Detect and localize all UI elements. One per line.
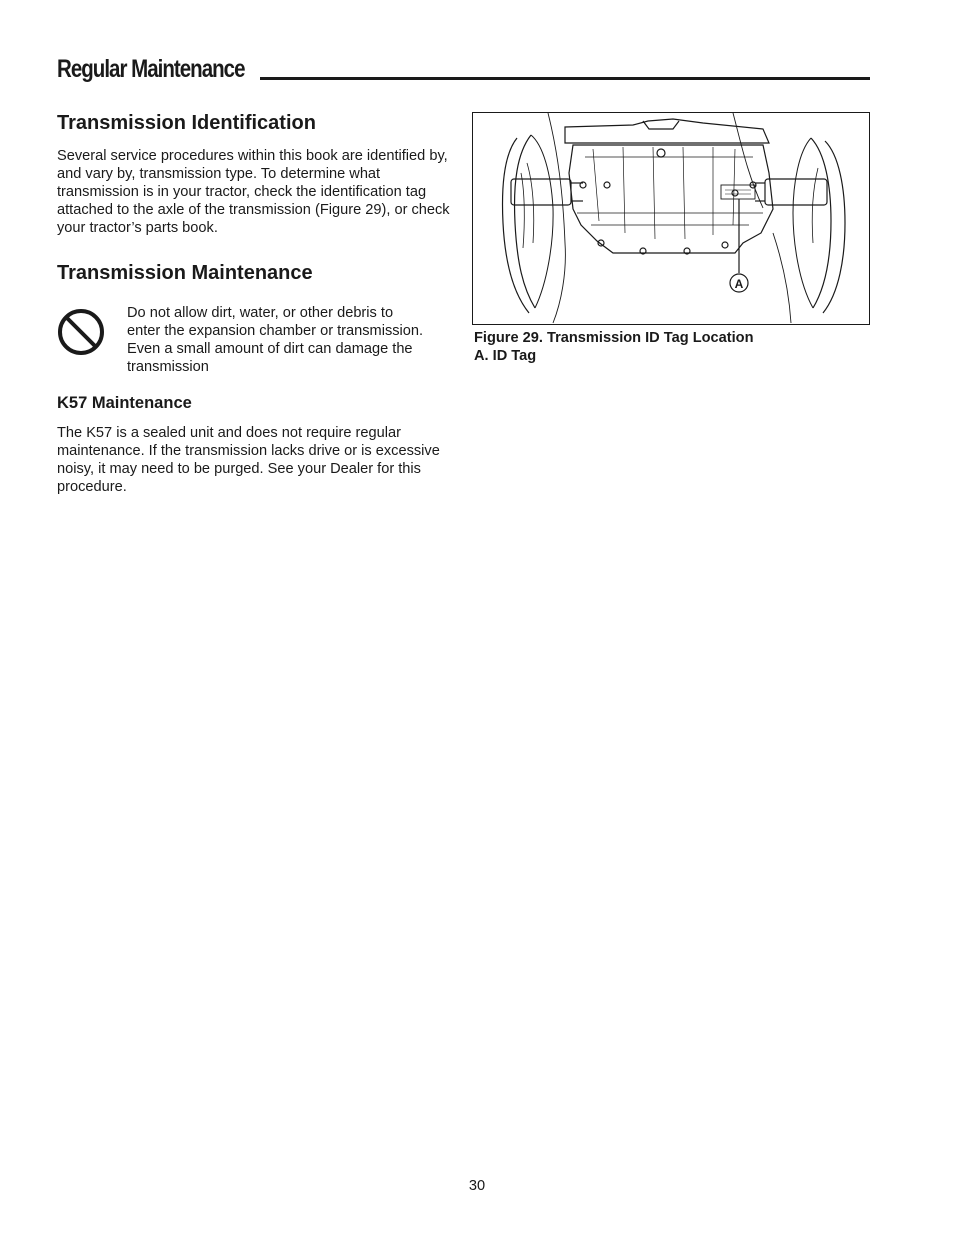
caption-line-2: A. ID Tag <box>474 348 537 364</box>
notice-text: Do not allow dirt, water, or other debris to enter the expansion chamber or transmission. Even a small amount of dirt can damage the transmission <box>127 305 424 375</box>
prohibition-icon <box>57 304 127 376</box>
identification-heading: Transmission Identification <box>57 112 316 134</box>
left-column <box>57 108 457 496</box>
header-rule <box>260 77 870 80</box>
k57-heading: K57 Maintenance <box>57 394 192 412</box>
maintenance-heading: Transmission Maintenance <box>57 262 313 284</box>
page-title: Regular Maintenance <box>57 55 245 83</box>
page-number: 30 <box>468 1178 486 1194</box>
transmission-figure <box>472 112 870 325</box>
callout-label: A <box>734 277 744 291</box>
k57-body: The K57 is a sealed unit and does not require regular maintenance. If the transmission lacks drive or is excessive noisy, it may need to be purged. See your Dealer for this procedure. <box>57 424 440 495</box>
identification-body: Several service procedures within this book are identified by, and vary by, transmission type. To determine what transmission is in your tractor, check the identification tag attached to the axle of the transmission (Figure 29), or check your tractor’s parts book. <box>57 148 450 236</box>
notice-block <box>57 304 457 376</box>
figure-caption <box>474 329 869 365</box>
page-header <box>57 52 870 82</box>
caption-line-1: Figure 29. Transmission ID Tag Location <box>474 330 754 346</box>
transmission-illustration <box>473 113 869 324</box>
